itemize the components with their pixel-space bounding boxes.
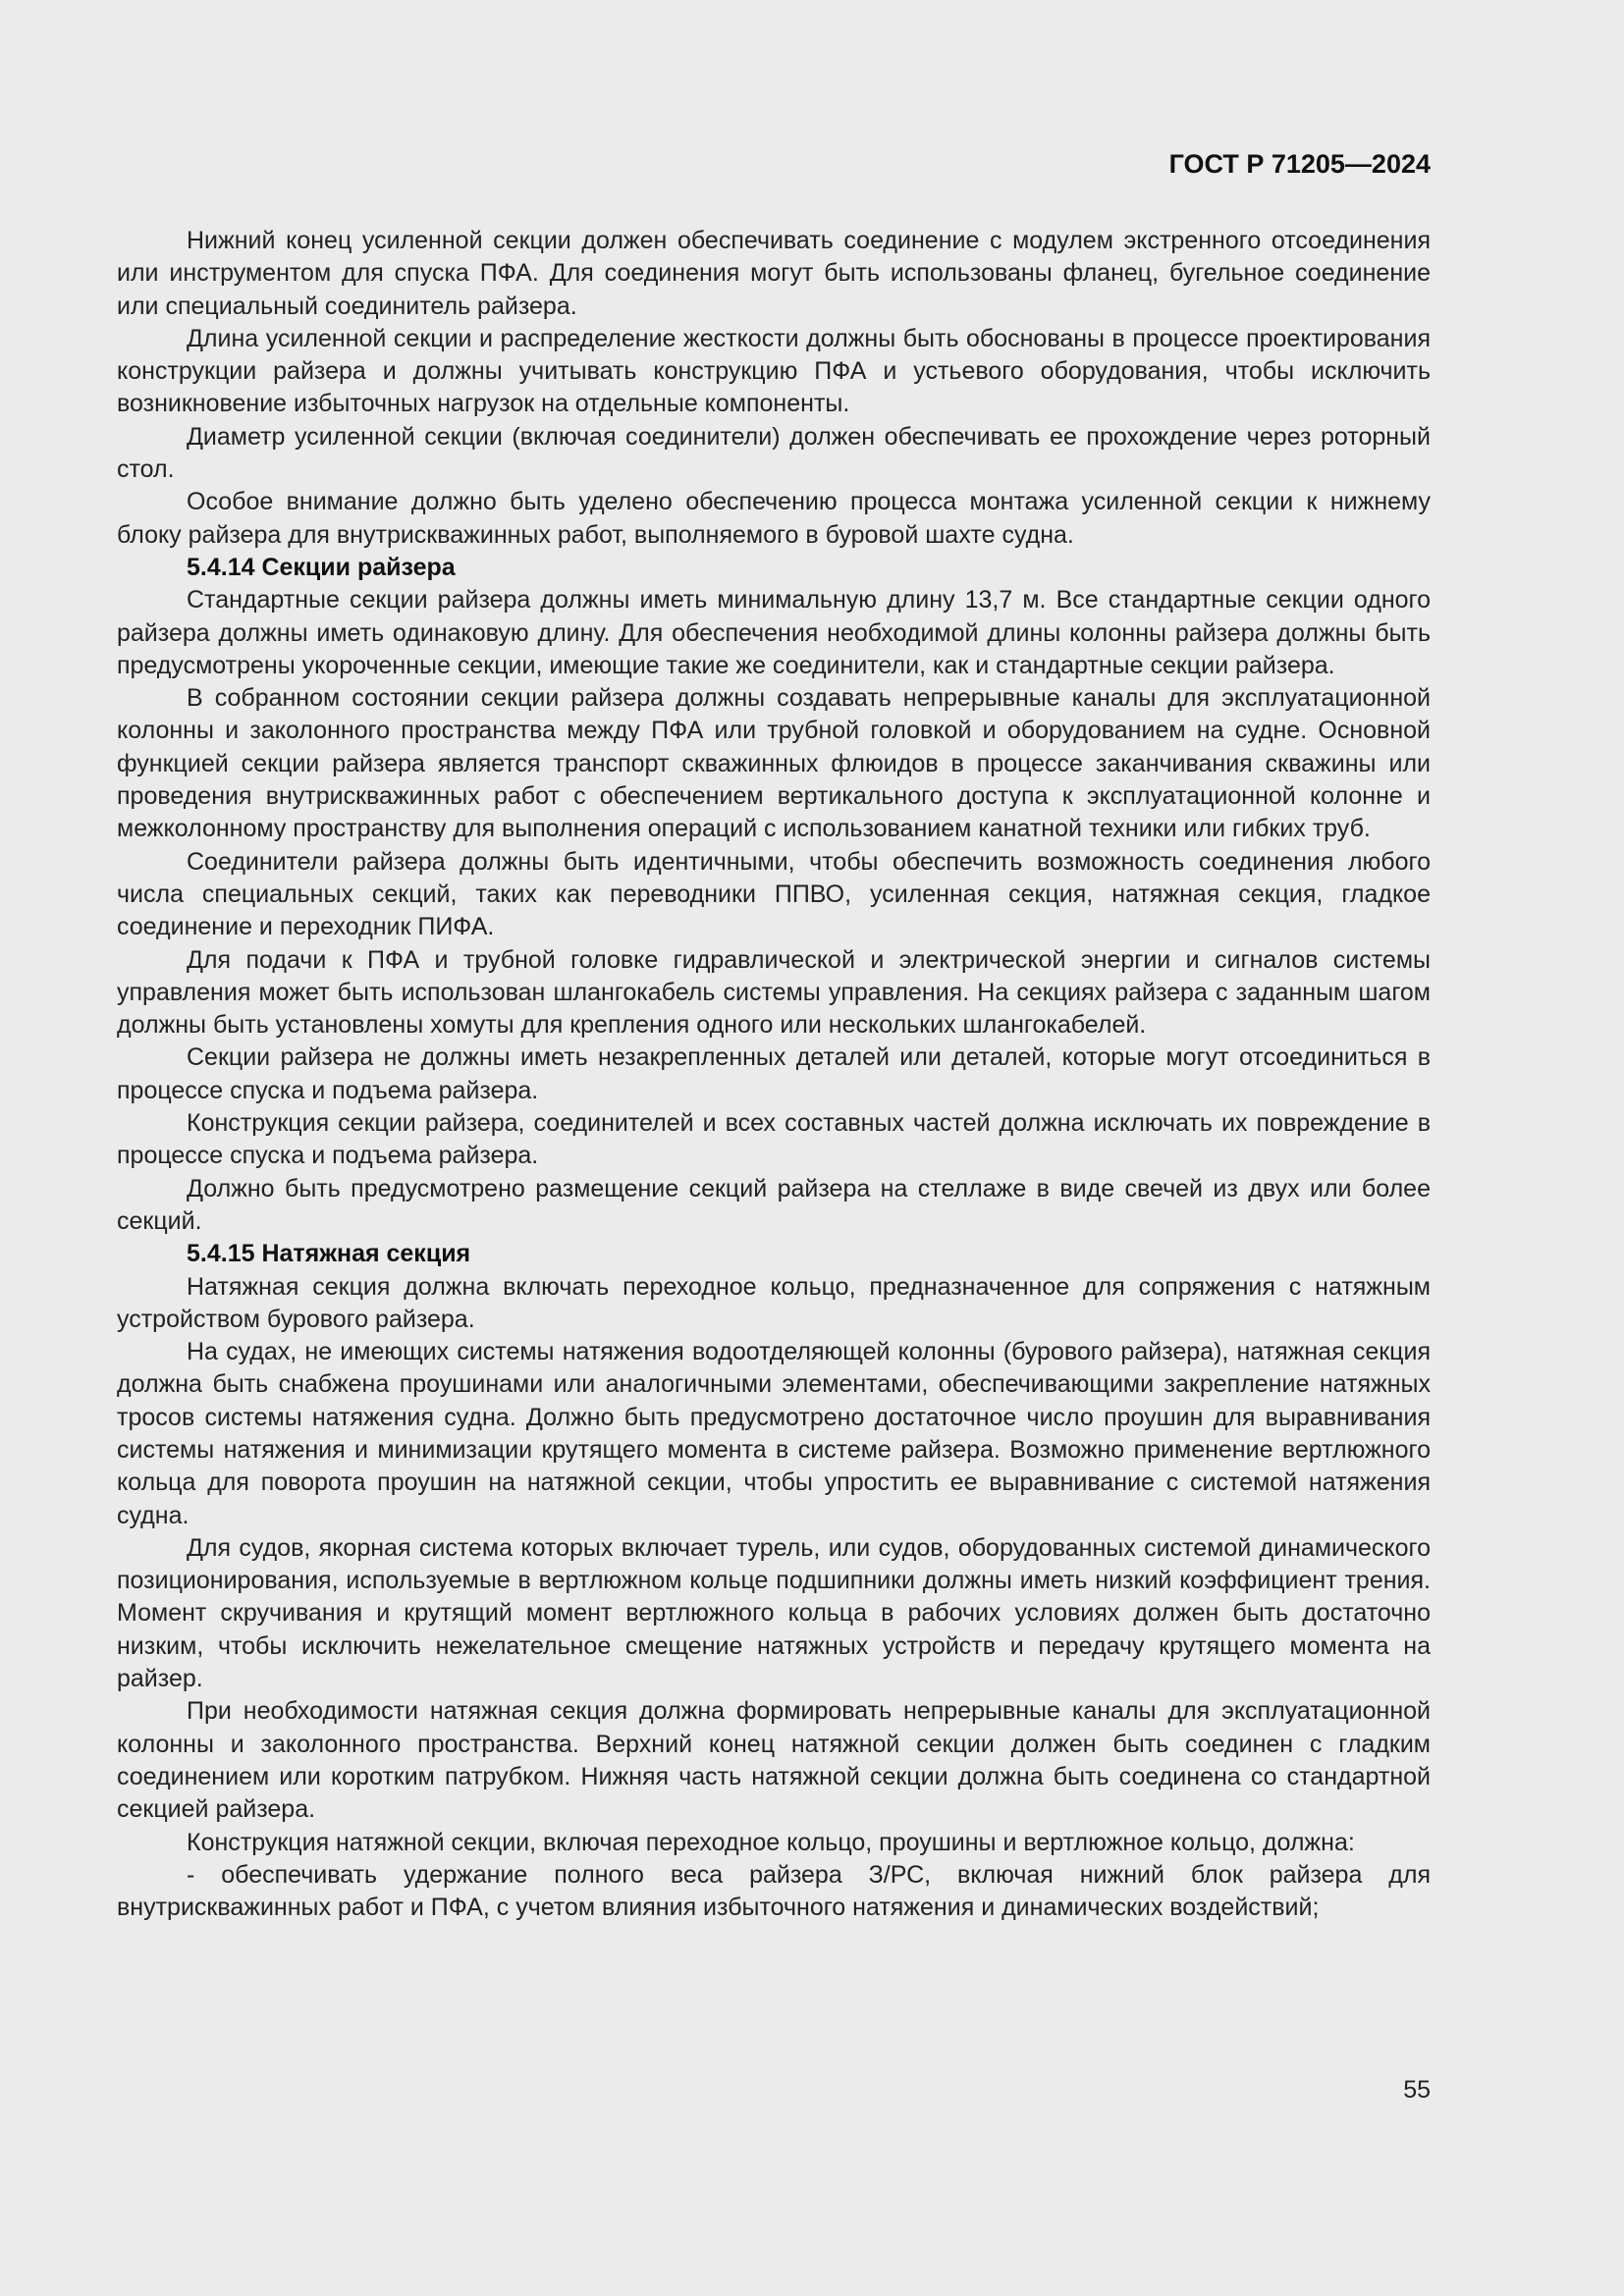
paragraph: Особое внимание должно быть уделено обеспечению процесса монтажа усиленной секции к нижнему блоку райзера для внутрискважинных работ, выполняемого в буровой шахте судна. xyxy=(117,488,1431,549)
paragraph: Должно быть предусмотрено размещение секций райзера на стеллаже в виде свечей из двух или более секций. xyxy=(117,1174,1431,1235)
paragraph: Стандартные секции райзера должны иметь минимальную длину 13,7 м. Все стандартные секции одного райзера должны иметь одинаковую длину. Для обеспечения необходимой длины колонны райзера должны быть предусмотрены укороченные секции, имеющие такие же соединители, как и стандартные секции райзера. xyxy=(117,586,1431,679)
document-body xyxy=(117,225,1431,1924)
paragraph: Натяжная секция должна включать переходное кольцо, предназначенное для сопряжения с натяжным устройством бурового райзера. xyxy=(117,1272,1431,1333)
paragraph: Конструкция натяжной секции, включая переходное кольцо, проушины и вертлюжное кольцо, должна: xyxy=(187,1828,1355,1856)
paragraph: На судах, не имеющих системы натяжения водоотделяющей колонны (бурового райзера), натяжная секция должна быть снабжена проушинами или аналогичными элементами, обеспечивающими закрепление натяжных тросов системы натяжения судна. Должно быть предусмотрено достаточное число проушин для выравнивания системы натяжения и минимизации крутящего момента в системе райзера. Возможно применение вертлюжного кольца для поворота проушин на натяжной секции, чтобы упростить ее выравнивание с системой натяжения судна. xyxy=(117,1338,1431,1529)
paragraph: Конструкция секции райзера, соединителей и всех составных частей должна исключать их повреждение в процессе спуска и подъема райзера. xyxy=(117,1109,1431,1170)
paragraph: Секции райзера не должны иметь незакрепленных деталей или деталей, которые могут отсоединиться в процессе спуска и подъема райзера. xyxy=(117,1043,1431,1104)
paragraph: Диаметр усиленной секции (включая соединители) должен обеспечивать ее прохождение через роторный стол. xyxy=(117,422,1431,484)
paragraph: Для судов, якорная система которых включает турель, или судов, оборудованных системой динамического позиционирования, используемые в вертлюжном кольце подшипники должны иметь низкий коэффициент трения. Момент скручивания и крутящий момент вертлюжного кольца в рабочих условиях должен быть достаточно низким, чтобы исключить нежелательное смещение натяжных устройств и передачу крутящего момента на райзер. xyxy=(117,1533,1431,1693)
page-number: 55 xyxy=(1403,2076,1431,2104)
paragraph: Нижний конец усиленной секции должен обеспечивать соединение с модулем экстренного отсоединения или инструментом для спуска ПФА. Для соединения могут быть использованы фланец, бугельное соединение или специальный соединитель райзера. xyxy=(117,227,1431,320)
section-heading-5-4-15: 5.4.15 Натяжная секция xyxy=(187,1240,471,1268)
paragraph: Соединители райзера должны быть идентичными, чтобы обеспечить возможность соединения любого числа специальных секций, таких как переводники ППВО, усиленная секция, натяжная секция, гладкое соединение и переходник ПИФА. xyxy=(117,847,1431,941)
paragraph: В собранном состоянии секции райзера должны создавать непрерывные каналы для эксплуатационной колонны и заколонного пространства между ПФА или трубной головкой и оборудованием на судне. Основной функцией секции райзера является транспорт скважинных флюидов в процессе заканчивания скважины или проведения внутрискважинных работ с обеспечением вертикального доступа к эксплуатационной колонне и межколонному пространству для выполнения операций с использованием канатной техники или гибких труб. xyxy=(117,684,1431,843)
paragraph: Длина усиленной секции и распределение жесткости должны быть обоснованы в процессе проектирования конструкции райзера и должны учитывать конструкцию ПФА и устьевого оборудования, чтобы исключить возникновение избыточных нагрузок на отдельные компоненты. xyxy=(117,324,1431,418)
section-heading-5-4-14: 5.4.14 Секции райзера xyxy=(187,553,456,581)
paragraph: При необходимости натяжная секция должна формировать непрерывные каналы для эксплуатационной колонны и заколонного пространства. Верхний конец натяжной секции должен быть соединен с гладким соединением или коротким патрубком. Нижняя часть натяжной секции должна быть соединена со стандартной секцией райзера. xyxy=(117,1697,1431,1824)
paragraph: Для подачи к ПФА и трубной головке гидравлической и электрической энергии и сигналов системы управления может быть использован шлангокабель системы управления. На секциях райзера с заданным шагом должны быть установлены хомуты для крепления одного или нескольких шлангокабелей. xyxy=(117,945,1431,1040)
list-item: - обеспечивать удержание полного веса райзера З/РС, включая нижний блок райзера для внутрискважинных работ и ПФА, с учетом влияния избыточного натяжения и динамических воздействий; xyxy=(117,1860,1431,1922)
page-header-doc-code: ГОСТ Р 71205—2024 xyxy=(1168,149,1431,179)
